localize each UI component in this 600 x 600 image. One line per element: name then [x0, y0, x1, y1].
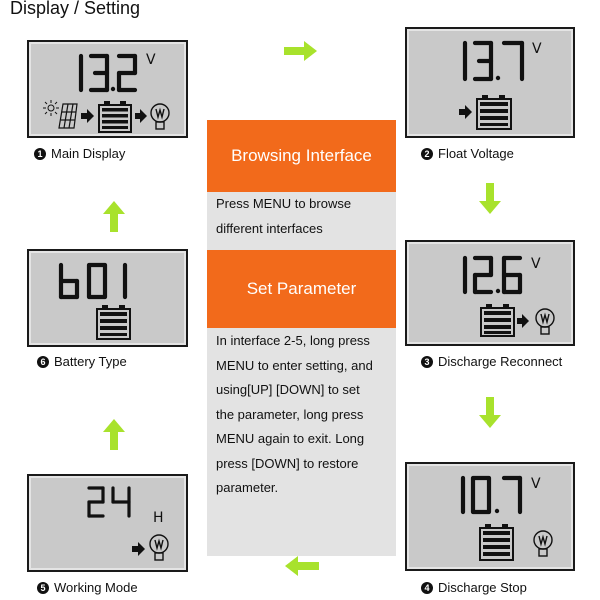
arrow-right-icon — [81, 109, 94, 123]
battery-icon — [480, 524, 513, 560]
step-marker: 5 — [37, 582, 49, 594]
lcd-discharge-stop — [405, 462, 575, 571]
set-parameter-heading-text: Set Parameter — [246, 279, 357, 298]
digits-13-2 — [81, 56, 135, 91]
set-parameter-instructions — [216, 329, 373, 501]
unit-label: H — [153, 510, 164, 526]
digits-10-7 — [463, 478, 520, 513]
unit-label: V — [531, 256, 541, 272]
sun-icon — [43, 100, 59, 116]
digits-b01 — [61, 265, 125, 297]
caption-discharge-stop — [421, 580, 527, 595]
set-parameter-line: the parameter, long press — [216, 406, 364, 422]
set-parameter-heading — [207, 250, 396, 328]
set-parameter-line: parameter. — [216, 480, 279, 495]
arrow-right-icon — [135, 109, 147, 123]
caption-float-voltage — [421, 146, 514, 161]
digits-12-6 — [465, 258, 520, 293]
caption-label: Main Display — [51, 146, 126, 161]
arrow-right-icon — [459, 105, 472, 119]
arrow-left-green-icon — [285, 556, 319, 576]
browsing-line: different interfaces — [216, 220, 323, 236]
bulb-icon — [534, 531, 552, 556]
browsing-heading-text: Browsing Interface — [231, 146, 372, 165]
browsing-instructions — [216, 192, 351, 241]
browsing-interface-heading — [207, 120, 396, 192]
solar-panel-icon — [59, 104, 77, 128]
arrow-up-green-icon — [103, 201, 125, 233]
bulb-icon — [151, 104, 169, 129]
step-marker: 2 — [421, 148, 433, 160]
step-marker: 3 — [421, 356, 433, 368]
step-marker: 4 — [421, 582, 433, 594]
step-marker: 1 — [34, 148, 46, 160]
arrow-down-green-icon — [479, 397, 501, 429]
lcd-float-voltage — [405, 27, 575, 138]
caption-discharge-reconnect — [421, 354, 562, 369]
battery-icon — [97, 305, 130, 339]
set-parameter-line: using[UP] [DOWN] to set — [216, 382, 360, 397]
caption-main-display — [34, 146, 125, 161]
digits-24 — [89, 488, 129, 516]
set-parameter-line: In interface 2-5, long press — [216, 333, 370, 348]
arrow-right-icon — [132, 542, 145, 556]
bulb-icon — [150, 535, 168, 560]
unit-label: V — [531, 476, 541, 492]
set-parameter-line: press [DOWN] to restore — [216, 455, 359, 471]
arrow-right-green-icon — [284, 41, 318, 61]
set-parameter-line: MENU again to exit. Long — [216, 431, 365, 446]
caption-label: Working Mode — [54, 580, 138, 595]
caption-label: Battery Type — [54, 354, 127, 369]
arrow-right-icon — [517, 314, 529, 328]
bulb-icon — [536, 309, 554, 334]
battery-icon — [481, 304, 514, 336]
lcd-battery-type — [27, 249, 188, 347]
step-marker: 6 — [37, 356, 49, 368]
caption-label: Discharge Stop — [438, 580, 527, 595]
lcd-working-mode — [27, 474, 188, 572]
caption-label: Float Voltage — [438, 146, 514, 161]
digits-13-7 — [465, 43, 522, 80]
arrow-down-green-icon — [479, 183, 501, 215]
battery-icon — [99, 101, 131, 132]
caption-label: Discharge Reconnect — [438, 354, 563, 369]
unit-label: V — [532, 41, 542, 57]
lcd-main-display — [27, 40, 188, 138]
battery-icon — [477, 95, 511, 129]
caption-working-mode — [37, 580, 138, 595]
browsing-line: Press MENU to browse — [216, 196, 352, 211]
arrow-up-green-icon — [103, 419, 125, 451]
set-parameter-line: MENU to enter setting, and — [216, 357, 373, 373]
lcd-discharge-reconnect — [405, 240, 575, 346]
caption-battery-type — [37, 354, 127, 369]
unit-label: V — [146, 52, 156, 68]
page-title: Display / Setting — [10, 0, 141, 18]
